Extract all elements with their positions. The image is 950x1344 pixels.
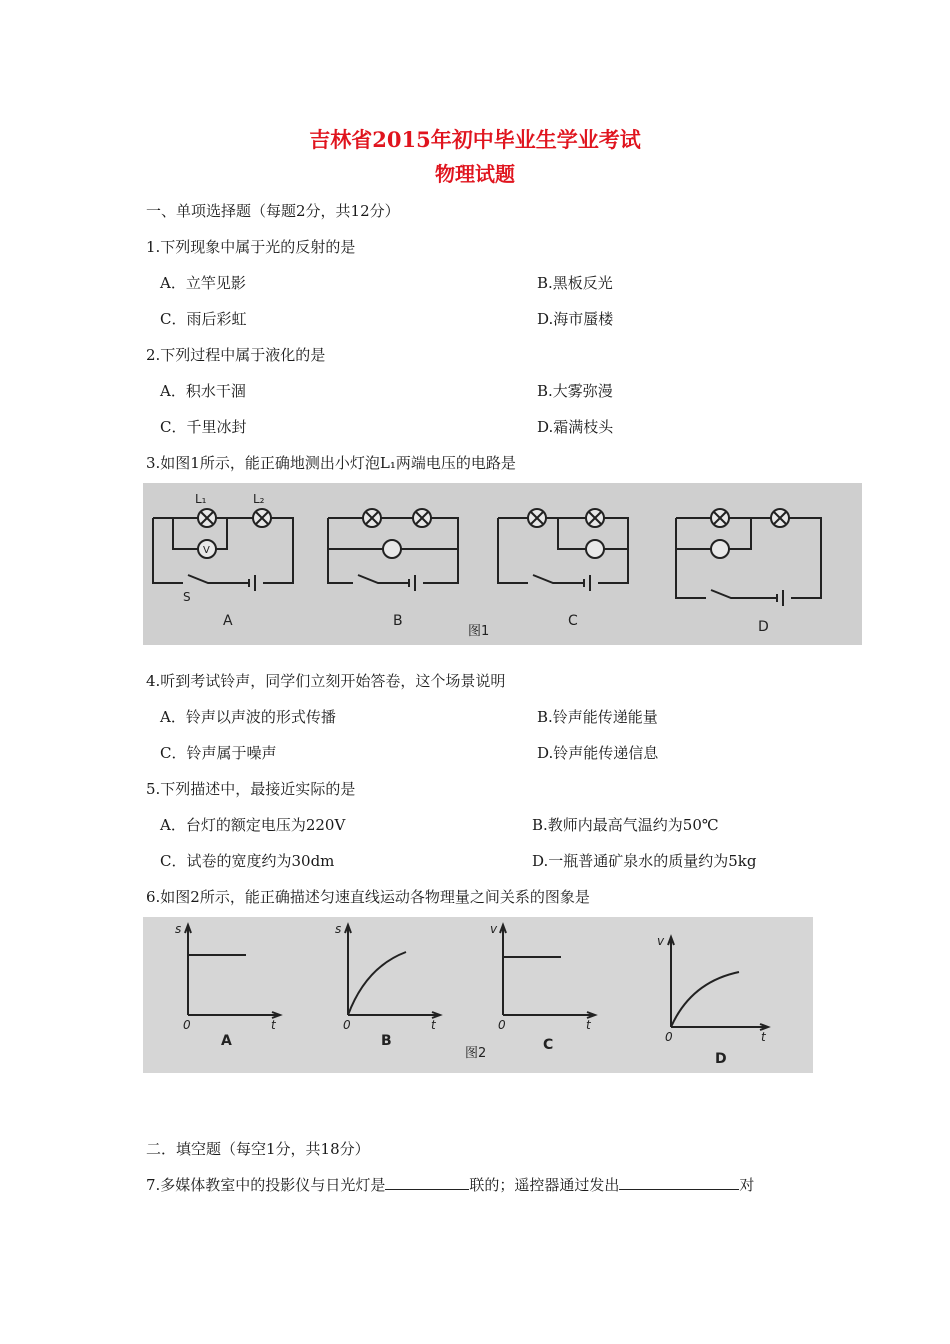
page-subtitle: 物理试题 [435, 162, 515, 186]
circuit-b [328, 509, 458, 591]
figure-2-graphs [143, 917, 813, 1073]
question-4-stem: 4.听到考试铃声，同学们立刻开始答卷，这个场景说明 [146, 672, 506, 690]
fig1-option-a: A [223, 613, 233, 629]
question-1-stem: 1.下列现象中属于光的反射的是 [146, 238, 356, 256]
question-2-stem: 2.下列过程中属于液化的是 [146, 346, 326, 364]
question-4-option-a: A．铃声以声波的形式传播 [160, 708, 336, 726]
question-2-option-b: B.大雾弥漫 [537, 382, 613, 400]
graph-c-label: C [543, 1037, 554, 1053]
question-1-option-b: B.黑板反光 [537, 274, 613, 292]
graph-a-x-label: t [271, 1018, 276, 1032]
graph-d [668, 937, 768, 1030]
fig1-option-d: D [758, 619, 769, 635]
graph-b [345, 925, 440, 1018]
fig1-label-l2: L₂ [253, 492, 265, 506]
question-2-option-c: C．千里冰封 [160, 418, 247, 436]
fig1-label-v: V [203, 545, 210, 556]
question-4-option-b: B.铃声能传递能量 [537, 708, 658, 726]
question-1-option-a: A．立竿见影 [160, 274, 246, 292]
question-5-option-a: A．台灯的额定电压为220V [160, 816, 346, 834]
fig1-label-s: S [183, 590, 191, 604]
question-5-stem: 5.下列描述中，最接近实际的是 [146, 780, 356, 798]
question-2-option-d: D.霜满枝头 [537, 418, 614, 436]
graph-b-label: B [381, 1033, 392, 1049]
graph-a-origin: 0 [183, 1018, 191, 1032]
question-4-option-c: C．铃声属于噪声 [160, 744, 277, 762]
circuit-a [153, 509, 293, 591]
graph-d-y-label: v [657, 934, 665, 948]
graph-c [500, 925, 595, 1018]
fig1-label-l1: L₁ [195, 492, 207, 506]
question-1-option-c: C．雨后彩虹 [160, 310, 247, 328]
figure-1-circuits [143, 483, 862, 645]
question-1-option-d: D.海市蜃楼 [537, 310, 614, 328]
page-title: 吉林省2015年初中毕业生学业考试 [309, 127, 641, 152]
graph-b-x-label: t [431, 1018, 436, 1032]
circuit-c [498, 509, 628, 591]
section-heading-2: 二．填空题（每空1分，共18分） [146, 1140, 370, 1158]
graph-c-origin: 0 [498, 1018, 506, 1032]
question-7-blank-2[interactable] [619, 1175, 739, 1190]
graph-d-origin: 0 [665, 1030, 673, 1044]
graph-b-y-label: s [335, 922, 342, 936]
graph-a-y-label: s [175, 922, 182, 936]
graph-b-origin: 0 [343, 1018, 351, 1032]
fig1-option-b: B [393, 613, 403, 629]
graph-d-label: D [715, 1051, 727, 1067]
graph-c-x-label: t [586, 1018, 591, 1032]
question-5-option-b: B.教师内最高气温约为50℃ [532, 816, 719, 834]
question-7-part-1: 7.多媒体教室中的投影仪与日光灯是 [146, 1176, 386, 1194]
fig2-caption: 图2 [465, 1046, 487, 1061]
question-7-part-3: 对 [739, 1176, 755, 1194]
question-6-stem: 6.如图2所示，能正确描述匀速直线运动各物理量之间关系的图象是 [146, 888, 590, 906]
question-5-option-c: C．试卷的宽度约为30dm [160, 852, 335, 870]
question-3-stem: 3.如图1所示，能正确地测出小灯泡L₁两端电压的电路是 [146, 454, 516, 472]
fig1-caption: 图1 [468, 624, 490, 639]
graph-a-label: A [221, 1033, 232, 1049]
section-heading-1: 一、单项选择题（每题2分，共12分） [146, 202, 400, 220]
question-5-option-d: D.一瓶普通矿泉水的质量约为5kg [532, 852, 757, 870]
graph-c-y-label: v [490, 922, 498, 936]
graph-d-x-label: t [761, 1030, 766, 1044]
fig1-option-c: C [568, 613, 578, 629]
question-7 [146, 1174, 754, 1195]
graph-a [185, 925, 280, 1018]
question-4-option-d: D.铃声能传递信息 [537, 744, 659, 762]
question-2-option-a: A．积水干涸 [160, 382, 246, 400]
circuit-d [676, 509, 821, 606]
question-7-part-2: 联的；遥控器通过发出 [469, 1176, 620, 1194]
question-7-blank-1[interactable] [385, 1175, 469, 1190]
